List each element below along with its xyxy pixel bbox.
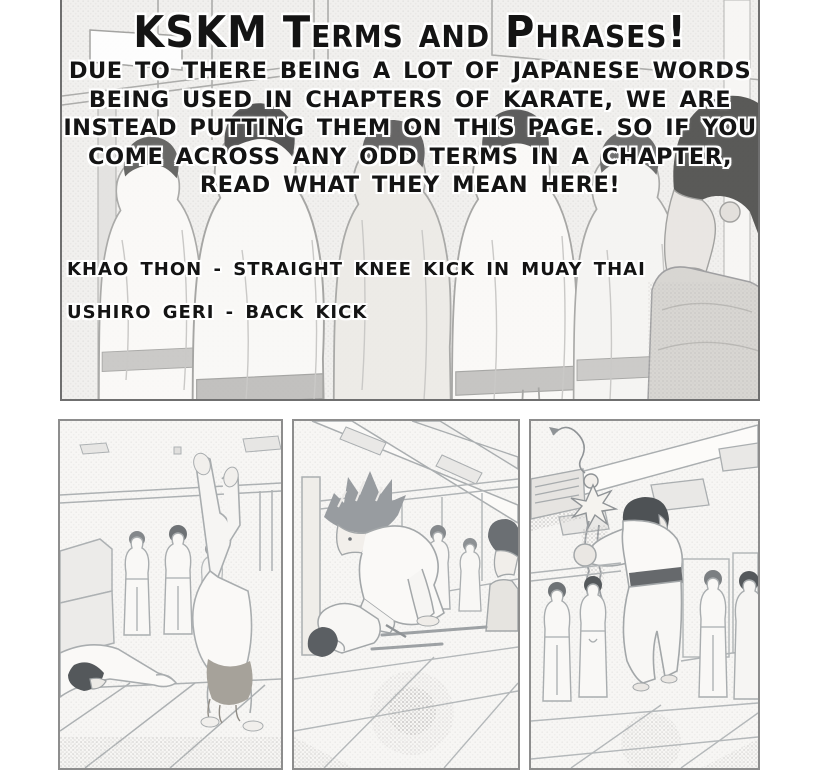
fallen-student-scene-art xyxy=(294,421,518,768)
handstand-scene-art xyxy=(60,421,281,768)
intro-line-2: BEING USED IN CHAPTERS OF KARATE, WE ARE xyxy=(88,86,732,113)
comic-panel-1 xyxy=(58,419,283,770)
intro-line-1: DUE TO THERE BEING A LOT OF JAPANESE WORDS xyxy=(68,58,752,84)
comic-panel-2 xyxy=(292,419,520,770)
comic-panel-3 xyxy=(529,419,760,770)
page-title: KSKM Terms and Phrases! xyxy=(133,8,687,58)
intro-line-4: COME ACROSS ANY ODD TERMS IN A CHAPTER, xyxy=(87,143,733,170)
dojo-crowd-illustration xyxy=(62,0,760,401)
term-ushiro-geri: USHIRO GERI - BACK KICK xyxy=(67,302,368,323)
comic-strip xyxy=(0,419,815,771)
term-khao-thon: KHAO THON - STRAIGHT KNEE KICK IN MUAY THAI xyxy=(67,259,646,280)
intro-line-5: READ WHAT THEY MEAN HERE! xyxy=(199,172,621,199)
intro-line-3: INSTEAD PUTTING THEM ON THIS PAGE. SO IF YOU xyxy=(63,115,757,142)
header-panel xyxy=(60,0,760,401)
jumping-strike-scene-art xyxy=(531,421,758,768)
